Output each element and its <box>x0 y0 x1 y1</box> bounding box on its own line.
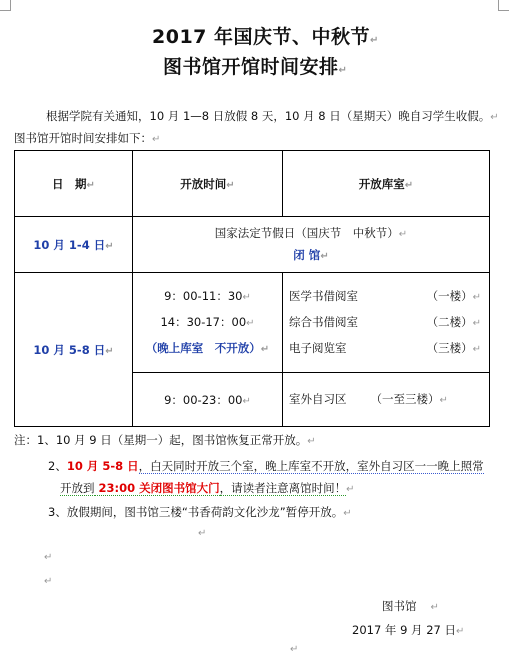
room-item: 医学书借阅室 （一楼）↵ <box>289 288 481 303</box>
paragraph-mark: ↵ <box>198 528 207 539</box>
note-1: 注：1、10 月 9 日（星期一）起，图书馆恢复正常开放。↵ <box>14 433 316 447</box>
room-item: 电子阅览室 （三楼）↵ <box>289 340 481 355</box>
room-item: 综合书借阅室 （二楼）↵ <box>289 314 481 329</box>
holiday-cell <box>133 217 490 273</box>
time-slot: 14：30-17：00↵ <box>160 314 255 329</box>
signature-date: 2017 年 9 月 27 日↵ <box>352 623 465 637</box>
table-row <box>15 273 490 373</box>
header-open-rooms: 开放库室↵ <box>283 151 490 217</box>
closed-label: 闭 馆↵ <box>293 247 329 262</box>
title-line-2: 图书馆开馆时间安排↵ <box>163 56 348 78</box>
date-cell: 10 月 1-4 日↵ <box>15 217 133 273</box>
note-2: 2、10 月 5-8 日，白天同时开放三个室，晚上库室不开放，室外自习区一一晚上照常 <box>48 459 484 473</box>
header-open-time: 开放时间↵ <box>133 151 283 217</box>
note-3: 3、放假期间，图书馆三楼“书香荷韵文化沙龙”暂停开放。↵ <box>48 505 352 519</box>
title-line-1: 2017 年国庆节、中秋节↵ <box>152 26 379 48</box>
table-row <box>15 217 490 273</box>
header-date: 日 期↵ <box>15 151 133 217</box>
paragraph-mark: ↵ <box>44 576 53 587</box>
rooms-cell <box>283 273 490 373</box>
intro-line-1: 根据学院有关通知，10 月 1—8 日放假 8 天，10 月 8 日（星期天）晚自习学生收假。↵ <box>46 109 499 123</box>
note-2-continued: 开放到 23:00 关闭图书馆大门，请读者注意离馆时间！↵ <box>60 481 355 495</box>
paragraph-mark: ↵ <box>290 644 299 655</box>
intro-line-2: 图书馆开馆时间安排如下：↵ <box>14 131 161 145</box>
table-header-row <box>15 151 490 217</box>
schedule-table <box>14 150 490 427</box>
paragraph-mark: ↵ <box>44 552 53 563</box>
evening-room-cell <box>283 373 490 427</box>
date-cell: 10 月 5-8 日↵ <box>15 273 133 427</box>
time-slot: 9：00-11：30↵ <box>164 288 251 303</box>
page-corner-mark <box>0 0 11 11</box>
signature-org: 图书馆 ↵ <box>382 599 439 613</box>
evening-time-cell: 9：00-23：00↵ <box>133 373 283 427</box>
evening-closed-note: （晚上库室 不开放）↵ <box>145 340 270 355</box>
holiday-label: 国家法定节假日（国庆节 中秋节）↵ <box>214 225 408 240</box>
room-item: 室外自习区 （一至三楼）↵ <box>289 391 448 406</box>
page-corner-mark <box>498 0 509 11</box>
day-time-cell <box>133 273 283 373</box>
